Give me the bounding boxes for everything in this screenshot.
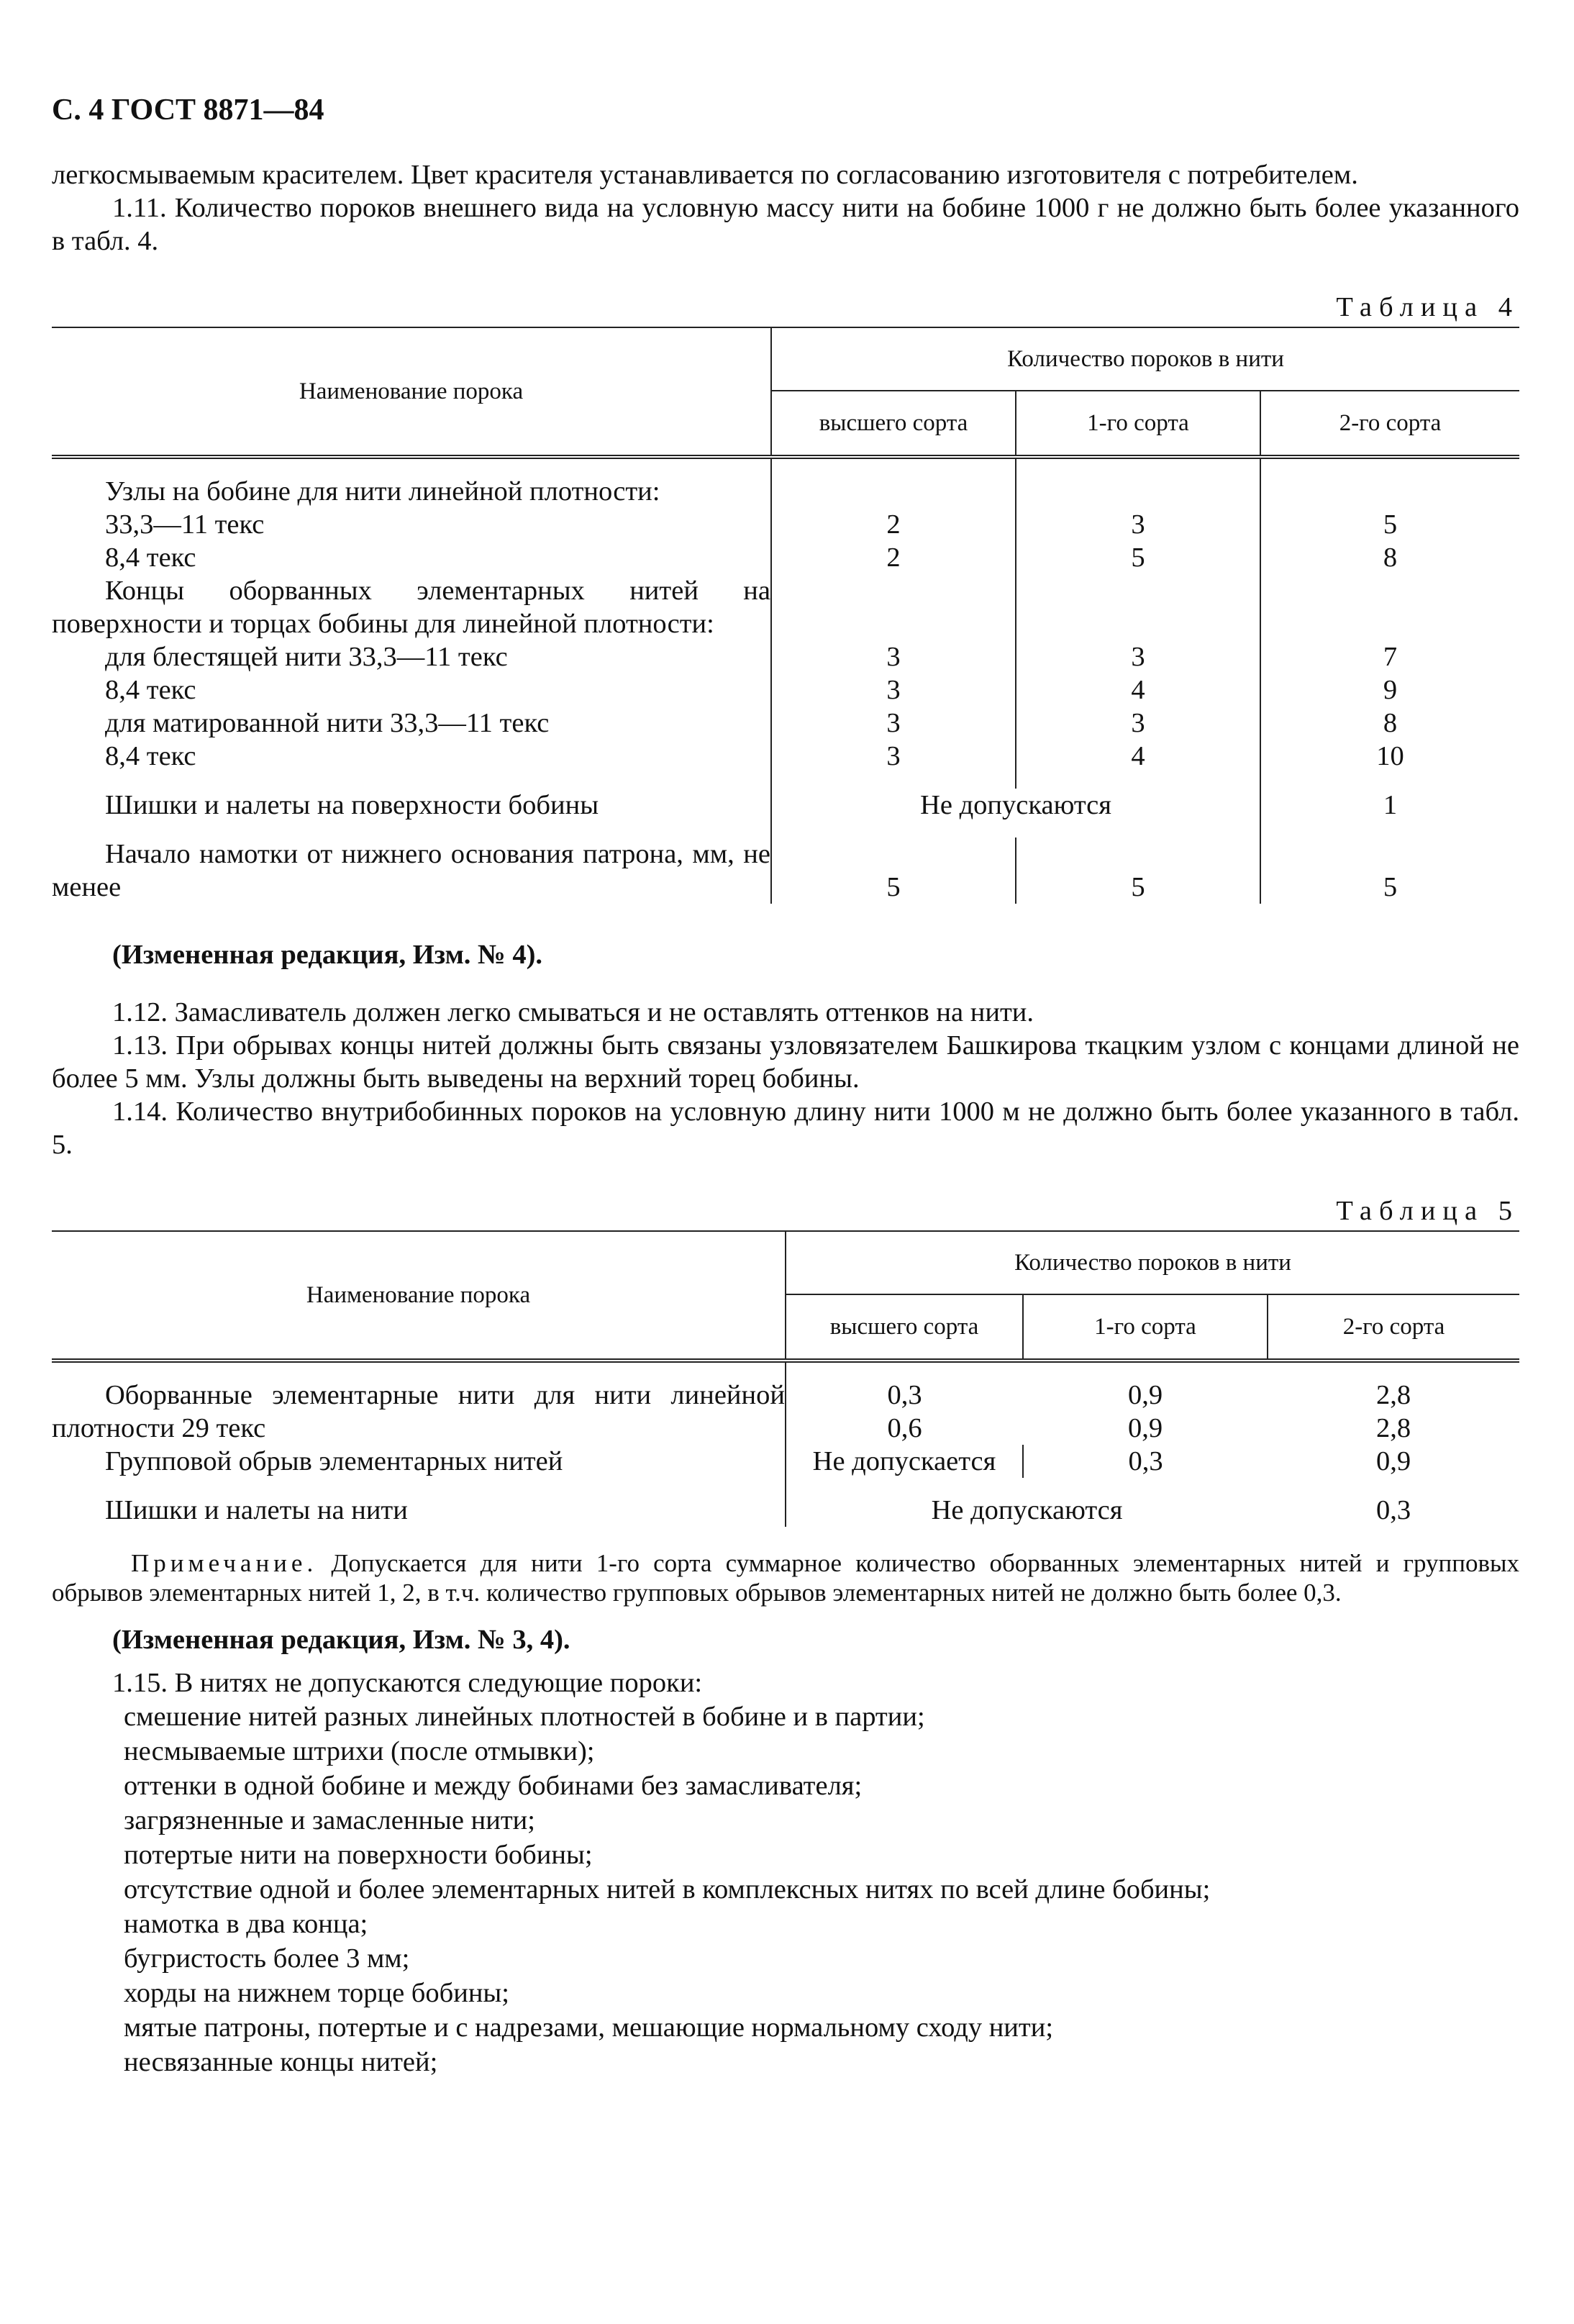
list-item: потертые нити на поверхности бобины; (124, 1840, 593, 1870)
cell: 2,8 (1375, 1380, 1411, 1410)
table-row (52, 1494, 1519, 1527)
table-4-header-grade-top: высшего сорта (771, 391, 1016, 457)
cell: 4 (1016, 740, 1260, 773)
table-4-header-name: Наименование порока (52, 327, 771, 457)
table-4-header-grade-1: 1-го сорта (1016, 391, 1260, 457)
table-5-header-group: Количество пороков в нити (786, 1231, 1519, 1294)
cell: Не допускаются (771, 789, 1260, 822)
table-5-header-grade-2: 2-го сорта (1268, 1294, 1519, 1361)
row-label: Концы оборванных элементарных нитей на поверхности и торцах бобины для линейной плотности: (52, 576, 770, 639)
list-item: намотка в два конца; (124, 1909, 368, 1939)
cell: 3 (771, 740, 1016, 773)
cell: 0,6 (786, 1412, 1023, 1445)
cell: 0,9 (1127, 1413, 1163, 1443)
paragraph-1-11: 1.11. Количество пороков внешнего вида на условную массу нити на бобине 1000 г не должно быть более указанного в табл. 4. (52, 193, 1519, 256)
cell: 2,8 (1375, 1413, 1411, 1443)
list-item: хорды на нижнем торце бобины; (124, 1978, 509, 2008)
cell: 2 (771, 541, 1016, 574)
cell: 5 (1016, 541, 1260, 574)
row-label: Шишки и налеты на поверхности бобины (105, 790, 599, 820)
table-5-header-grade-top: высшего сорта (786, 1294, 1023, 1361)
cell: 7 (1260, 640, 1519, 673)
list-item: несвязанные концы нитей; (124, 2047, 438, 2077)
row-label: 8,4 текс (105, 741, 196, 771)
list-item: смешение нитей разных линейных плотностей в бобине и в партии; (124, 1702, 925, 1732)
cell: Не допускается (786, 1445, 1023, 1478)
list-item: несмываемые штрихи (после отмывки); (124, 1736, 595, 1766)
cell: 0,3 (1375, 1495, 1411, 1525)
row-label: Оборванные элементарные нити для нити линейной плотности 29 текс (52, 1380, 785, 1443)
cell: 5 (1260, 838, 1519, 904)
table-row (52, 1445, 1519, 1478)
table-row (52, 541, 1519, 574)
table-row (52, 508, 1519, 541)
row-label: 33,3—11 текс (105, 509, 265, 540)
table-row (52, 574, 1519, 640)
row-label: для матированной нити 33,3—11 текс (105, 708, 550, 738)
document-page (52, 94, 1519, 2079)
list-item: оттенки в одной бобине и между бобинами без замасливателя; (124, 1771, 863, 1801)
cell: 10 (1260, 740, 1519, 773)
cell: Не допускаются (786, 1494, 1268, 1527)
table-4-header-grade-2: 2-го сорта (1260, 391, 1519, 457)
cell: 5 (1016, 838, 1260, 904)
table-row (52, 707, 1519, 740)
table-row (52, 789, 1519, 822)
list-item: загрязненные и замасленные нити; (124, 1805, 535, 1835)
row-label: для блестящей нити 33,3—11 текс (105, 642, 508, 672)
row-label: Начало намотки от нижнего основания патрона, мм, не менее (52, 839, 770, 902)
cell: 5 (771, 838, 1016, 904)
row-label: 8,4 текс (105, 543, 196, 573)
cell: 3 (771, 640, 1016, 673)
row-label: Групповой обрыв элементарных нитей (105, 1446, 563, 1476)
change-note-2: (Измененная редакция, Изм. № 3, 4). (112, 1625, 570, 1655)
table-4-header-group: Количество пороков в нити (771, 327, 1519, 391)
table-5-header-grade-1: 1-го сорта (1023, 1294, 1268, 1361)
table-5 (52, 1230, 1519, 1527)
paragraph-1-12: 1.12. Замасливатель должен легко смываться и не оставлять оттенков на нити. (112, 997, 1034, 1027)
note-text: Допускается для нити 1-го сорта суммарное количество оборванных элементарных нитей и групповых обрывов элементарных нитей 1, 2, в т.ч. количество групповых обрывов элементарных нитей не должно быть более 0,3. (52, 1549, 1520, 1607)
paragraph-1-13: 1.13. При обрывах концы нитей должны быть связаны узловязателем Башкирова ткацким узлом с концами длиной не более 5 мм. Узлы должны быть выведены на верхний торец бобины. (52, 1030, 1519, 1094)
table-4-caption: Таблица 4 (1336, 292, 1519, 322)
table-row (52, 740, 1519, 773)
table-4 (52, 327, 1519, 904)
paragraph-1-14: 1.14. Количество внутрибобинных пороков на условную длину нити 1000 м не должно быть более указанного в табл. 5. (52, 1097, 1519, 1160)
cell: 8 (1260, 541, 1519, 574)
cell: 0,3 (786, 1379, 1023, 1412)
cell: 2 (771, 508, 1016, 541)
row-label: 8,4 текс (105, 675, 196, 705)
table-row (52, 838, 1519, 904)
list-item: отсутствие одной и более элементарных нитей в комплексных нитях по всей длине бобины; (124, 1874, 1211, 1905)
table-row (52, 1379, 1519, 1412)
cell: 5 (1260, 508, 1519, 541)
cell: 3 (1016, 707, 1260, 740)
cell: 9 (1260, 673, 1519, 707)
note-label: Примечание. (131, 1549, 318, 1577)
paragraph-1-15: 1.15. В нитях не допускаются следующие пороки: (112, 1668, 703, 1698)
list-item: мятые патроны, потертые и с надрезами, мешающие нормальному сходу нити; (124, 2012, 1054, 2043)
change-note-1: (Измененная редакция, Изм. № 4). (112, 940, 543, 970)
cell: 3 (1016, 508, 1260, 541)
table-row (52, 475, 1519, 508)
page-header: С. 4 ГОСТ 8871—84 (52, 94, 324, 127)
row-label: Узлы на бобине для нити линейной плотности: (105, 476, 660, 507)
cell: 1 (1260, 789, 1519, 822)
cell: 0,9 (1127, 1380, 1163, 1410)
table-5-header-name: Наименование порока (52, 1231, 786, 1361)
row-label: Шишки и налеты на нити (105, 1495, 408, 1525)
paragraph-continuation: легкосмываемым красителем. Цвет красителя устанавливается по согласованию изготовителя с потребителем. (52, 160, 1358, 190)
cell: 3 (771, 673, 1016, 707)
cell: 3 (1016, 640, 1260, 673)
table-row (52, 640, 1519, 673)
cell: 8 (1260, 707, 1519, 740)
cell: 0,9 (1375, 1446, 1411, 1476)
cell: 4 (1016, 673, 1260, 707)
cell: 3 (771, 707, 1016, 740)
list-item: бугристость более 3 мм; (124, 1943, 410, 1974)
table-row (52, 673, 1519, 707)
cell: 0,3 (1023, 1445, 1268, 1478)
table-5-caption: Таблица 5 (1336, 1196, 1519, 1226)
table-note (52, 1548, 1519, 1607)
defects-list (52, 1699, 1519, 2079)
